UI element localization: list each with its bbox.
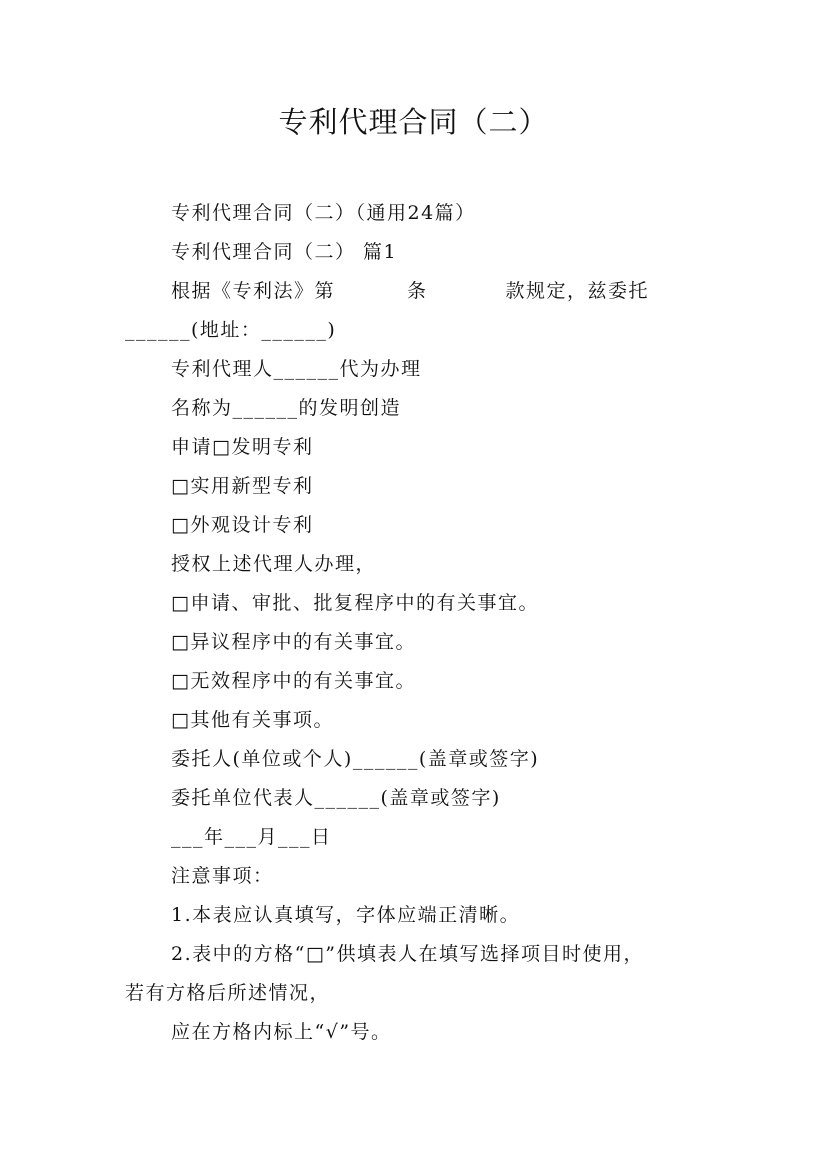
checkbox-line: □申请、审批、批复程序中的有关事宜。 <box>171 592 539 614</box>
checkbox-line: 申请□发明专利 <box>171 436 314 458</box>
notes-heading: 注意事项： <box>171 865 274 887</box>
checkbox-line: □实用新型专利 <box>171 475 314 497</box>
checkbox-line: □外观设计专利 <box>171 514 314 536</box>
paragraph-line: 授权上述代理人办理， <box>171 553 377 575</box>
paragraph-line: 专利代理人______代为办理 <box>171 358 422 380</box>
note-item: 1.本表应认真填写，字体应端正清晰。 <box>171 904 521 926</box>
note-item: 2.表中的方格“□”供填表人在填写选择项目时使用， <box>171 943 645 965</box>
checkbox-line: □无效程序中的有关事宜。 <box>171 670 416 692</box>
document-body <box>125 194 705 1052</box>
signature-line: 委托单位代表人______(盖章或签字) <box>171 787 501 809</box>
paragraph-line <box>125 272 705 311</box>
checkbox-line: □其他有关事项。 <box>171 709 334 731</box>
note-item: 应在方格内标上“√”号。 <box>171 1021 392 1043</box>
text-segment: 款规定，兹委托 <box>505 280 650 302</box>
text-segment: 根据《专利法》第 <box>171 280 336 302</box>
document-title: 专利代理合同（二） <box>278 105 549 139</box>
section-heading: 专利代理合同（二） 篇1 <box>171 241 398 263</box>
subtitle-line: 专利代理合同（二）（通用24篇） <box>171 202 476 224</box>
text-segment: 条 <box>407 280 428 302</box>
date-line: ___年___月___日 <box>171 826 332 848</box>
paragraph-line: 名称为______的发明创造 <box>171 397 402 419</box>
note-item-continued: 若有方格后所述情况， <box>125 982 331 1004</box>
signature-line: 委托人(单位或个人)______(盖章或签字) <box>171 748 540 770</box>
paragraph-line: ______(地址：______) <box>125 319 337 341</box>
checkbox-line: □异议程序中的有关事宜。 <box>171 631 416 653</box>
